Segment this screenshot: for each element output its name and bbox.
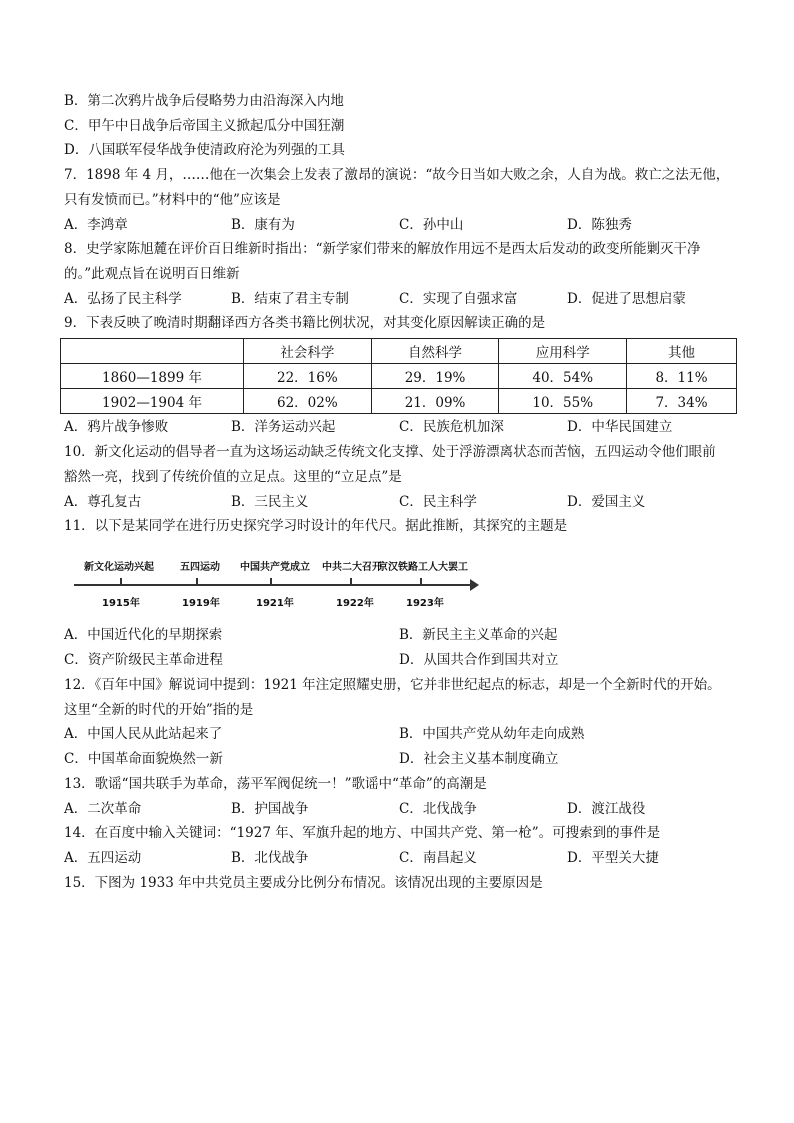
q14-option-d: D．平型关大捷: [567, 850, 659, 866]
timeline-tick: [196, 578, 198, 585]
q11-option-a: A．中国近代化的早期探索: [64, 627, 223, 643]
table-cell: 22．16%: [244, 364, 372, 389]
q8-stem-line1: 8．史学家陈旭麓在评价百日维新时指出：“新学家们带来的解放作用远不是西太后发动的政变所能剿灭干净: [64, 241, 701, 257]
q10-option-a: A．尊孔复古: [64, 494, 142, 510]
q8-option-a: A．弘扬了民主科学: [64, 291, 182, 307]
q10-option-d: D．爱国主义: [567, 494, 646, 510]
q10-option-b: B．三民主义: [231, 494, 309, 510]
timeline-year-label: 1921年: [256, 598, 294, 609]
table-header-row: [61, 339, 737, 364]
table-header-cell: [61, 339, 244, 364]
timeline-arrow-icon: [470, 579, 479, 591]
q13-option-c: C．北伐战争: [399, 801, 477, 817]
timeline-tick: [120, 578, 122, 585]
q13-option-b: B．护国战争: [231, 801, 309, 817]
table-cell: 10．55%: [499, 389, 627, 414]
timeline-tick: [420, 578, 422, 585]
table-cell: 1902—1904 年: [61, 389, 244, 414]
q14-option-c: C．南昌起义: [399, 850, 477, 866]
table-header-cell: 应用科学: [499, 339, 627, 364]
table-header-cell: 社会科学: [244, 339, 372, 364]
q13-stem: 13．歌谣“国共联手为革命，荡平军阀促统一！”歌谣中“革命”的高潮是: [64, 776, 487, 792]
q7-option-a: A．李鸿章: [64, 217, 128, 233]
q10-stem-line1: 10．新文化运动的倡导者一直为这场运动缺乏传统文化支撑、处于浮游漂离状态而苦恼，五四运动令他们眼前: [64, 444, 716, 460]
timeline-event-label: 中国共产党成立: [240, 562, 310, 573]
q12-option-a: A．中国人民从此站起来了: [64, 726, 223, 742]
q8-stem-line2: 的。”此观点旨在说明百日维新: [64, 266, 240, 282]
q6-option-b: B．第二次鸦片战争后侵略势力由沿海深入内地: [64, 93, 344, 109]
table-cell: 29．19%: [371, 364, 499, 389]
q7-option-b: B．康有为: [231, 217, 295, 233]
q13-option-d: D．渡江战役: [567, 801, 646, 817]
q7-stem-line2: 只有发愤而已。”材料中的“他”应该是: [64, 192, 281, 208]
timeline-year-label: 1923年: [406, 598, 444, 609]
q6-option-d: D．八国联军侵华战争使清政府沦为列强的工具: [64, 142, 345, 158]
table-cell: 1860—1899 年: [61, 364, 244, 389]
q8-option-c: C．实现了自强求富: [399, 291, 518, 307]
q14-option-a: A．五四运动: [64, 850, 142, 866]
q9-option-b: B．洋务运动兴起: [231, 419, 336, 435]
q9-stem: 9．下表反映了晚清时期翻译西方各类书籍比例状况，对其变化原因解读正确的是: [64, 315, 546, 331]
q11-option-c: C．资产阶级民主革命进程: [64, 652, 223, 668]
table-cell: 7．34%: [627, 389, 737, 414]
q7-option-d: D．陈独秀: [567, 217, 632, 233]
table-header-cell: 其他: [627, 339, 737, 364]
table-cell: 8．11%: [627, 364, 737, 389]
table-cell: 62．02%: [244, 389, 372, 414]
q9-option-c: C．民族危机加深: [399, 419, 504, 435]
q11-stem: 11．以下是某同学在进行历史探究学习时设计的年代尺。据此推断，其探究的主题是: [64, 518, 568, 534]
table-header-cell: 自然科学: [371, 339, 499, 364]
q11-option-d: D．从国共合作到国共对立: [399, 652, 559, 668]
timeline-event-label: 京汉铁路工人大罢工: [378, 562, 468, 573]
table-cell: 40．54%: [499, 364, 627, 389]
q11-option-b: B．新民主主义革命的兴起: [399, 627, 558, 643]
q9-table: [60, 338, 737, 414]
q15-stem: 15．下图为 1933 年中共党员主要成分比例分布情况。该情况出现的主要原因是: [64, 875, 543, 891]
q7-stem-line1: 7．1898 年 4 月，……他在一次集会上发表了激昂的演说：“故今日当如大败之余，人自为战。救亡之法无他，: [64, 167, 730, 183]
q9-option-a: A．鸦片战争惨败: [64, 419, 169, 435]
q14-stem: 14．在百度中输入关键词：“1927 年、军旗升起的地方、中国共产党、第一枪”。可搜索到的事件是: [64, 825, 661, 841]
q12-option-d: D．社会主义基本制度确立: [399, 751, 559, 767]
timeline-event-label: 中共二大召开: [322, 562, 382, 573]
q12-option-b: B．中国共产党从幼年走向成熟: [399, 726, 585, 742]
table-row: [61, 364, 737, 389]
timeline-year-label: 1915年: [102, 598, 140, 609]
q8-option-d: D．促进了思想启蒙: [567, 291, 686, 307]
q6-option-c: C．甲午中日战争后帝国主义掀起瓜分中国狂潮: [64, 118, 345, 134]
timeline-tick: [350, 578, 352, 585]
q8-option-b: B．结束了君主专制: [231, 291, 349, 307]
q12-stem-line2: 这里“全新的时代的开始”指的是: [64, 702, 254, 718]
q12-option-c: C．中国革命面貌焕然一新: [64, 751, 223, 767]
q10-stem-line2: 豁然一亮，找到了传统价值的立足点。这里的“立足点”是: [64, 469, 402, 485]
table-row: [61, 389, 737, 414]
q14-option-b: B．北伐战争: [231, 850, 309, 866]
q11-timeline: [70, 550, 490, 612]
timeline-event-label: 新文化运动兴起: [84, 562, 154, 573]
timeline-axis: [74, 584, 472, 586]
timeline-tick: [270, 578, 272, 585]
timeline-year-label: 1919年: [182, 598, 220, 609]
q9-option-d: D．中华民国建立: [567, 419, 673, 435]
q12-stem-line1: 12．《百年中国》解说词中提到：1921 年注定照耀史册，它并非世纪起点的标志，却是一个全新时代的开始。: [64, 677, 721, 693]
timeline-event-label: 五四运动: [180, 562, 220, 573]
timeline-year-label: 1922年: [336, 598, 374, 609]
q7-option-c: C．孙中山: [399, 217, 464, 233]
q13-option-a: A．二次革命: [64, 801, 142, 817]
table-cell: 21．09%: [371, 389, 499, 414]
q10-option-c: C．民主科学: [399, 494, 477, 510]
